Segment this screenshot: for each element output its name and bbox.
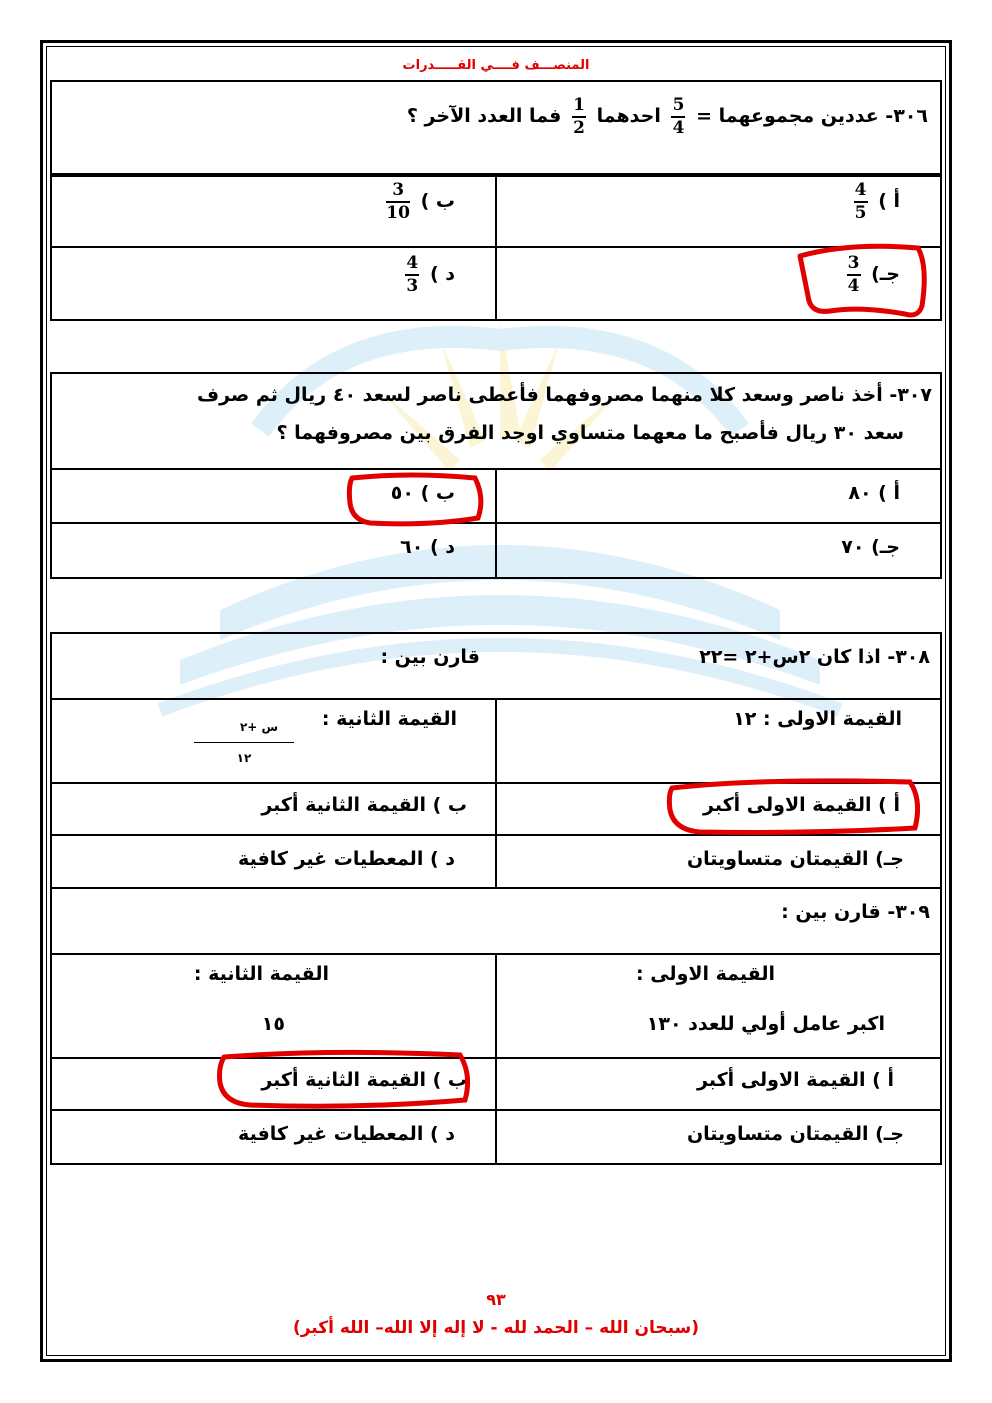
q308-option-b-cell[interactable] [50, 782, 497, 836]
q307-option-a: أ ) ٨٠ [848, 482, 900, 504]
q308-option-d: د ) المعطيات غير كافية [238, 848, 455, 870]
q306-option-b-label: ب ) [420, 190, 455, 213]
q306-sum-num: 5 [672, 95, 685, 115]
q306-question-box [50, 80, 942, 175]
q307-option-d-cell[interactable] [50, 522, 497, 579]
q306-option-a-fraction [854, 181, 868, 222]
q308-text-a: ٣٠٨- اذا كان ٢س+٢ =٢٢ [699, 646, 930, 668]
q307-option-c: جـ) ٧٠ [841, 536, 900, 558]
q306-option-a-label: أ ) [878, 190, 900, 213]
q306-sum-fraction [671, 96, 685, 137]
q309-first-value-cell [495, 953, 942, 1059]
q306-option-c-den: 4 [847, 275, 860, 296]
q309-text: ٣٠٩- قارن بين : [781, 901, 930, 923]
q309-first-label: القيمة الاولى : [636, 963, 775, 985]
q306-one-num: 1 [573, 95, 585, 115]
footer-dhikr: (سبحان الله – الحمد لله - لا إله إلا الله– الله أكبر) [292, 1318, 700, 1338]
q308-second-den: ١٢ [236, 751, 252, 765]
q306-question [407, 96, 928, 137]
q309-option-a-cell[interactable] [495, 1057, 942, 1111]
q306-one-den: 2 [573, 117, 585, 138]
q308-option-b: ب ) القيمة الثانية أكبر [261, 794, 467, 816]
page-number: ٩٣ [486, 1290, 506, 1309]
q307-option-b: ب ) ٥٠ [390, 482, 455, 504]
q308-option-a: أ ) القيمة الاولى أكبر [703, 794, 900, 816]
q308-first-value-cell [495, 698, 942, 784]
q308-option-d-cell[interactable] [50, 834, 497, 889]
q306-option-b-den: 10 [386, 202, 410, 223]
q306-option-b [382, 181, 455, 222]
q309-option-d: د ) المعطيات غير كافية [238, 1123, 455, 1145]
q306-option-c-cell[interactable] [495, 246, 942, 321]
q307-question-box [50, 372, 942, 470]
q309-first-value: اكبر عامل أولي للعدد ١٣٠ [646, 1013, 885, 1035]
q306-option-a-den: 5 [854, 202, 867, 223]
q309-second-value: ١٥ [261, 1013, 285, 1035]
q308-text-b: قارن بين : [380, 646, 480, 668]
q306-text-c: فما العدد الآخر ؟ [406, 105, 562, 128]
q309-option-c: جـ) القيمتان متساويتان [686, 1123, 904, 1145]
q308-option-c-cell[interactable] [495, 834, 942, 889]
q308-option-c: جـ) القيمتان متساويتان [686, 848, 904, 870]
q307-option-c-cell[interactable] [495, 522, 942, 579]
q306-option-c-fraction [847, 254, 861, 295]
q306-option-a-cell[interactable] [495, 175, 942, 248]
q308-option-a-cell[interactable] [495, 782, 942, 836]
q308-second-num: س +٢ [239, 720, 279, 734]
q306-option-c [843, 254, 901, 295]
q306-option-a [850, 181, 900, 222]
q309-second-value-cell [50, 953, 497, 1059]
q308-second-value-cell [50, 698, 497, 784]
q307-option-a-cell[interactable] [495, 468, 942, 524]
q309-option-b: ب ) القيمة الثانية أكبر [261, 1069, 467, 1091]
q306-sum-den: 4 [672, 117, 685, 138]
q306-option-a-num: 4 [854, 180, 867, 200]
q306-text-a: ٣٠٦- عددين مجموعهما = [696, 105, 928, 128]
q308-second-value-label: القيمة الثانية : [321, 708, 457, 730]
q307-option-b-cell[interactable] [50, 468, 497, 524]
q306-option-c-label: جـ) [871, 263, 900, 286]
q309-option-b-cell[interactable] [50, 1057, 497, 1111]
page-header: المنصـــف فــــي القـــــدرات [402, 58, 590, 73]
q306-option-d-fraction [405, 254, 419, 295]
q306-option-b-num: 3 [392, 180, 405, 200]
q309-second-label: القيمة الثانية : [193, 963, 329, 985]
q307-line2: سعد ٣٠ ريال فأصبح ما معهما متساوي اوجد الفرق بين مصروفهما ؟ [276, 422, 904, 444]
q306-option-b-fraction [386, 181, 410, 222]
q308-first-value: القيمة الاولى : ١٢ [733, 708, 902, 730]
q309-option-a: أ ) القيمة الاولى أكبر [697, 1069, 894, 1091]
q306-option-d-label: د ) [429, 263, 455, 286]
q307-line1: ٣٠٧- أخذ ناصر وسعد كلا منهما مصروفهما فأعطى ناصر لسعد ٤٠ ريال ثم صرف [197, 384, 932, 406]
q306-option-d-den: 3 [406, 275, 419, 296]
q306-option-c-num: 3 [847, 253, 860, 273]
q306-option-b-cell[interactable] [50, 175, 497, 248]
q306-option-d-num: 4 [406, 253, 419, 273]
q307-option-d: د ) ٦٠ [400, 536, 455, 558]
q306-one-fraction [572, 96, 586, 137]
q309-option-c-cell[interactable] [495, 1109, 942, 1165]
q309-question-box [50, 887, 942, 955]
q308-second-fraction [194, 720, 294, 765]
q308-question-box [50, 632, 942, 700]
q306-option-d [401, 254, 455, 295]
q306-text-b: احدهما [596, 105, 661, 128]
q306-option-d-cell[interactable] [50, 246, 497, 321]
q309-option-d-cell[interactable] [50, 1109, 497, 1165]
